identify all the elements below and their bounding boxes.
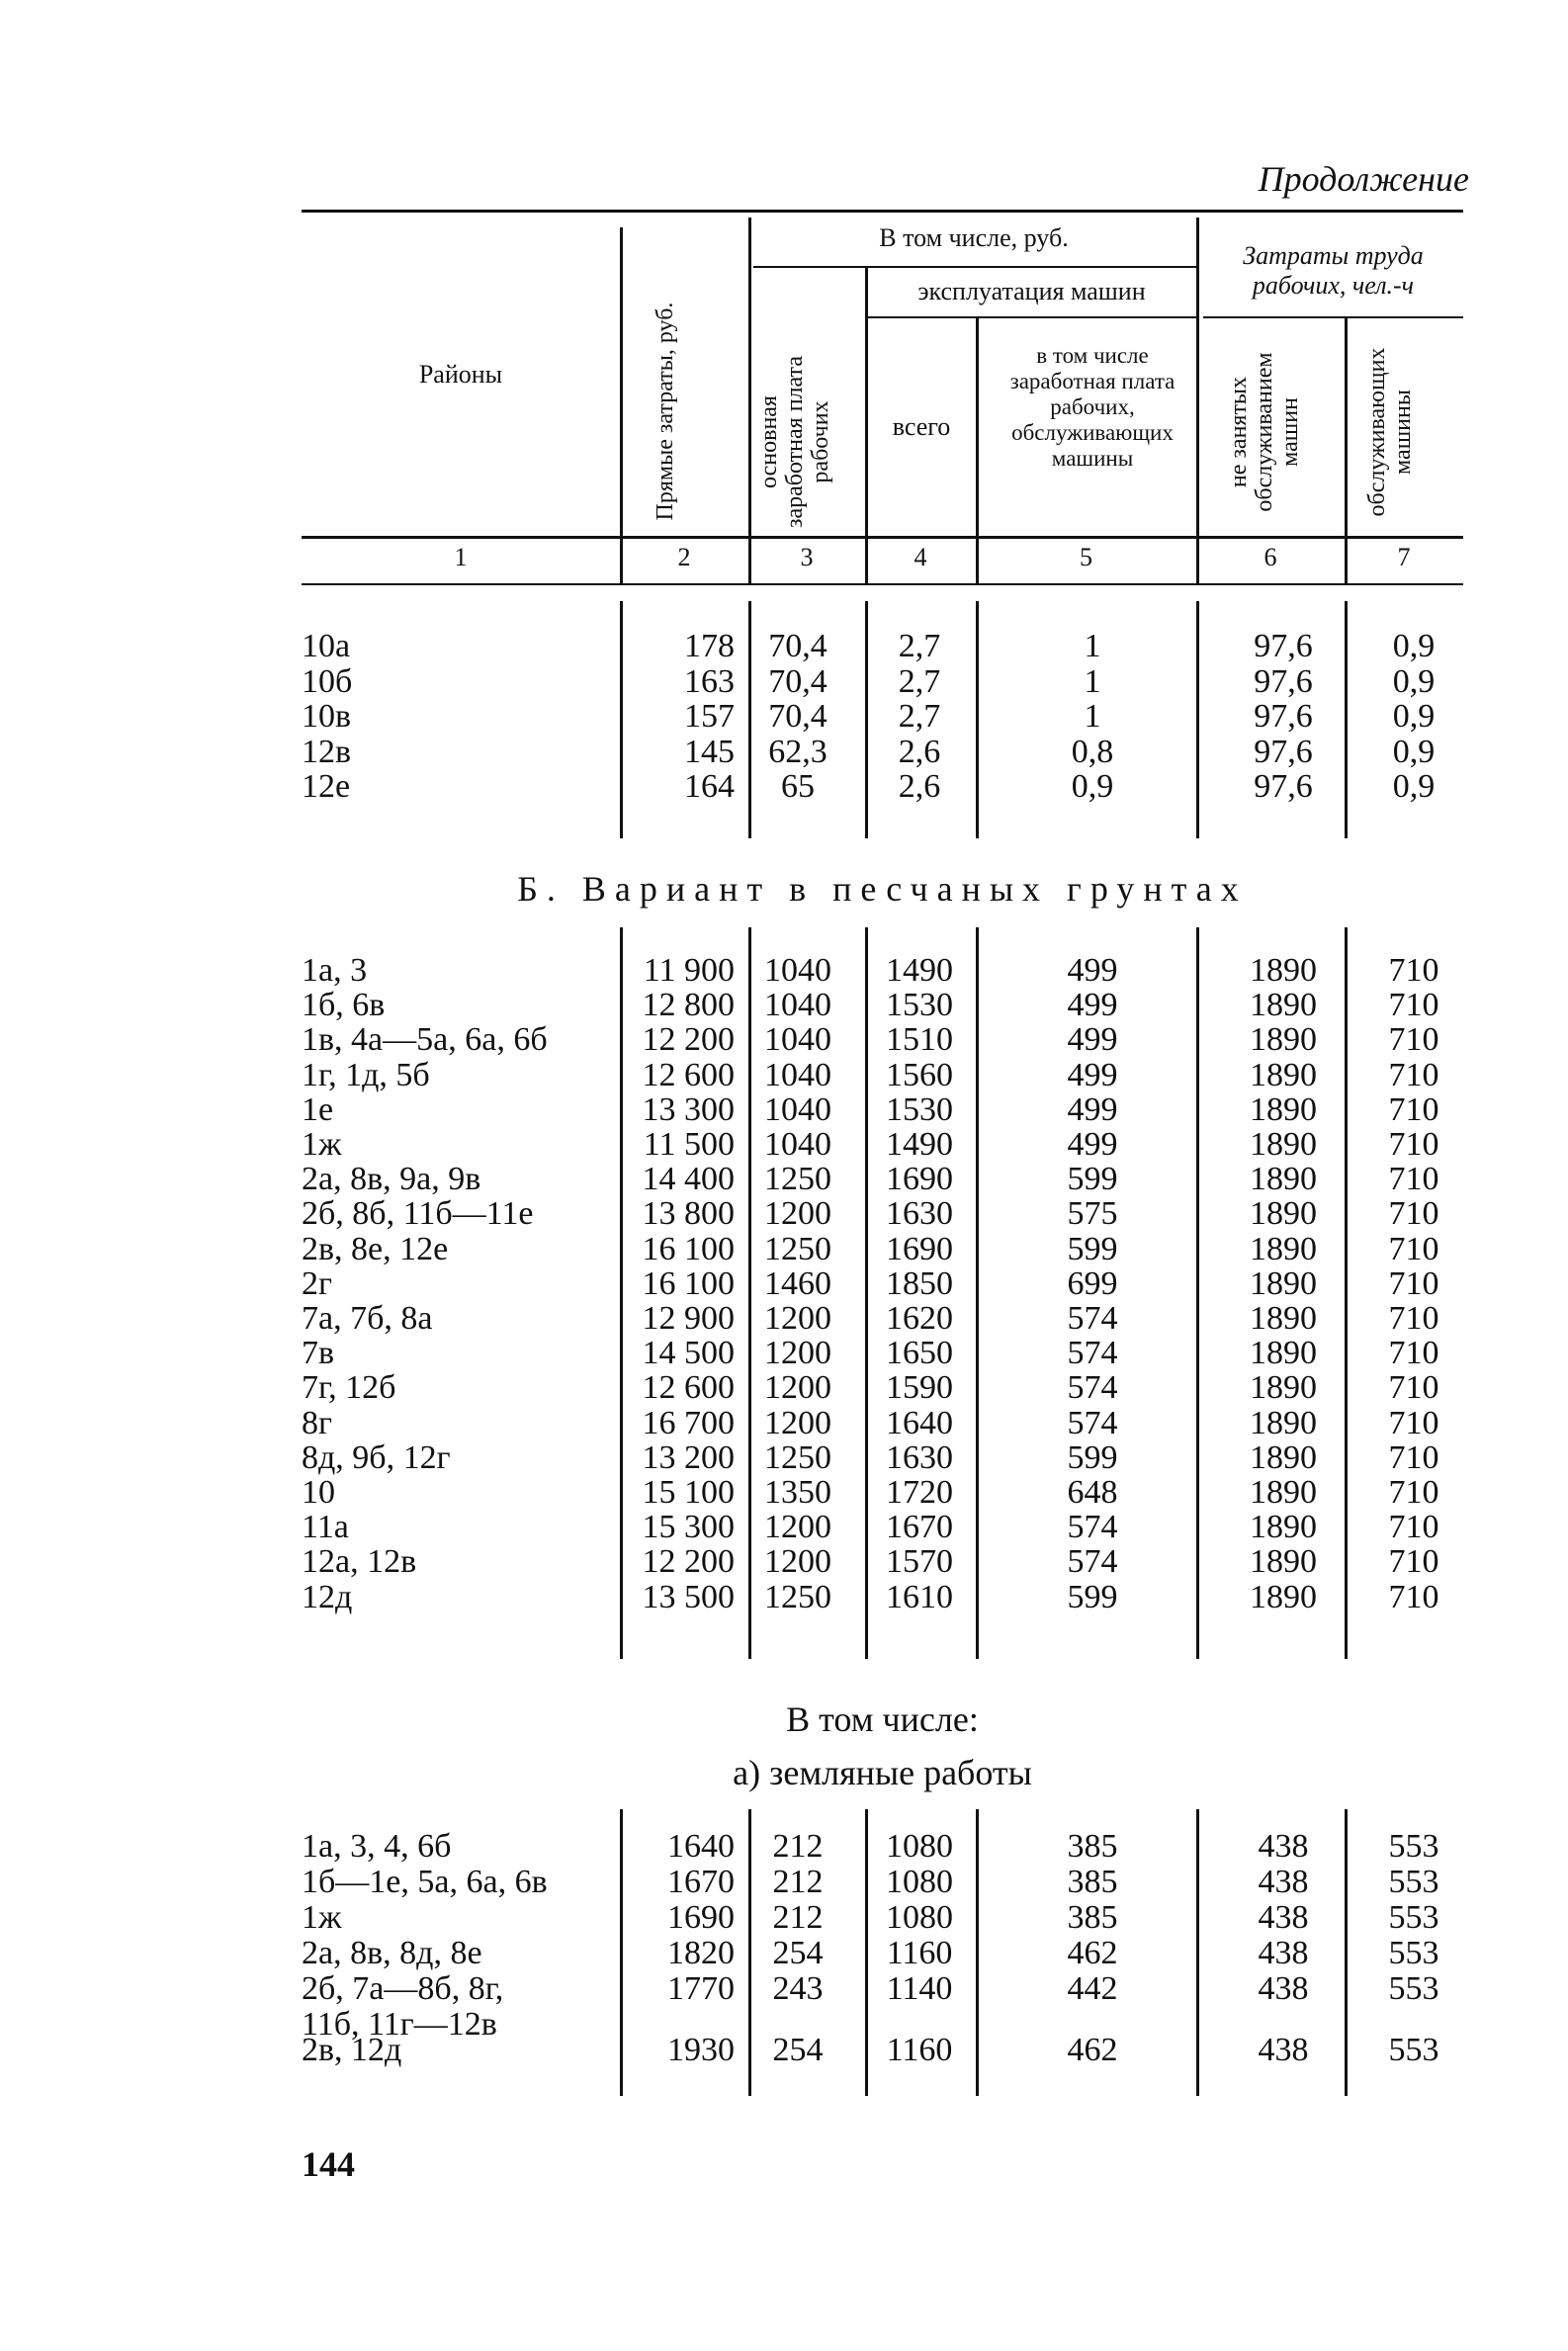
cell-col-2: 13 800 xyxy=(642,1195,735,1233)
cell-col-4: 1650 xyxy=(886,1335,953,1372)
cell-col-6: 1890 xyxy=(1250,1438,1317,1476)
cell-col-5: 574 xyxy=(1067,1509,1118,1546)
page-number: 144 xyxy=(302,2144,355,2184)
cell-col-7: 553 xyxy=(1388,1864,1439,1900)
cell-col-4: 1590 xyxy=(886,1369,953,1407)
cell-col-3: 1200 xyxy=(764,1404,831,1441)
cell-col-2: 12 200 xyxy=(642,1543,735,1581)
colnum-5: 5 xyxy=(1080,543,1092,571)
cell-col-3: 1350 xyxy=(764,1474,831,1511)
rule-cost-group xyxy=(753,266,1196,268)
cell-col-3: 254 xyxy=(772,2032,824,2068)
cell-col-5: 599 xyxy=(1067,1161,1118,1198)
cell-col-5: 574 xyxy=(1067,1543,1118,1581)
cell-col-4: 1690 xyxy=(886,1230,953,1267)
header-bottom-rule xyxy=(302,583,1463,585)
cell-col-3: 1200 xyxy=(764,1543,831,1581)
cell-col-2: 16 100 xyxy=(642,1264,735,1302)
cell-col-6: 438 xyxy=(1258,1864,1309,1900)
vsep-num-3 xyxy=(865,538,868,585)
cell-col-3: 65 xyxy=(781,768,815,805)
cell-col-6: 1890 xyxy=(1250,1056,1317,1093)
cell-col-1: 2а, 8в, 9а, 9в xyxy=(302,1161,481,1198)
cell-col-6: 1890 xyxy=(1250,1090,1317,1128)
cell-col-5: 499 xyxy=(1067,1090,1118,1128)
cell-col-1: 2б, 8б, 11б—11е xyxy=(302,1195,534,1233)
colnum-6: 6 xyxy=(1263,543,1277,571)
table-row xyxy=(302,1301,1463,1336)
cell-col-6: 1890 xyxy=(1250,1230,1317,1267)
header-machine-wages: в том числе заработная плата рабочих, обслуживающих машины xyxy=(1009,343,1176,471)
cell-col-4: 1490 xyxy=(886,1126,953,1163)
cell-col-2: 11 900 xyxy=(643,952,735,989)
cell-col-3: 212 xyxy=(772,1828,824,1865)
cell-col-4: 2,7 xyxy=(898,662,941,700)
cell-col-6: 1890 xyxy=(1250,1335,1317,1372)
cell-col-5: 574 xyxy=(1067,1300,1118,1337)
cell-col-4: 1510 xyxy=(886,1021,953,1059)
cell-col-7: 710 xyxy=(1388,1161,1439,1198)
header-base-wages: основная заработная плата рабочих xyxy=(756,356,833,528)
table-header xyxy=(302,210,1463,585)
cell-col-2: 14 500 xyxy=(642,1335,735,1372)
cell-col-4: 1080 xyxy=(886,1828,953,1865)
table-row xyxy=(302,1336,1463,1370)
cell-col-4: 1850 xyxy=(886,1264,953,1302)
table-row xyxy=(302,735,1463,769)
cell-col-6: 97,6 xyxy=(1254,662,1313,700)
cell-col-4: 1630 xyxy=(886,1438,953,1476)
cell-col-1: 8д, 9б, 12г xyxy=(302,1438,451,1476)
header-machines-group: эксплуатация машин xyxy=(917,277,1146,305)
cell-col-2: 12 900 xyxy=(642,1300,735,1337)
cell-col-1: 1в, 4а—5а, 6а, 6б xyxy=(302,1021,548,1059)
cell-col-7: 710 xyxy=(1388,1126,1439,1163)
cell-col-4: 1530 xyxy=(886,1090,953,1128)
cell-col-7: 0,9 xyxy=(1392,768,1436,805)
cell-col-7: 0,9 xyxy=(1392,698,1436,735)
cell-col-7: 710 xyxy=(1388,1195,1439,1233)
cell-col-1: 12в xyxy=(302,733,352,770)
cell-col-6: 1890 xyxy=(1250,1369,1317,1407)
cell-col-4: 1640 xyxy=(886,1404,953,1441)
cell-col-6: 438 xyxy=(1258,1899,1309,1936)
cell-col-2: 13 300 xyxy=(642,1090,735,1128)
cell-col-4: 1080 xyxy=(886,1864,953,1900)
cell-col-1: 7а, 7б, 8а xyxy=(302,1300,433,1337)
cell-col-5: 462 xyxy=(1067,1935,1118,1971)
cell-col-6: 1890 xyxy=(1250,1543,1317,1581)
table-row xyxy=(302,1865,1463,1899)
vsep-5 xyxy=(1196,218,1199,536)
cell-col-1: 1а, 3, 4, 6б xyxy=(302,1828,452,1865)
cell-col-7: 0,9 xyxy=(1392,662,1436,700)
cell-col-7: 710 xyxy=(1388,1543,1439,1581)
cell-col-4: 1560 xyxy=(886,1056,953,1093)
cell-col-1: 1ж xyxy=(302,1899,342,1936)
cell-col-5: 648 xyxy=(1067,1474,1118,1511)
cell-col-1: 1б, 6в xyxy=(302,987,386,1024)
cell-col-7: 710 xyxy=(1388,1090,1439,1128)
header-top-rule xyxy=(302,210,1463,213)
cell-col-1: 8г xyxy=(302,1404,332,1441)
table-row xyxy=(302,1370,1463,1405)
cell-col-6: 1890 xyxy=(1250,1195,1317,1233)
cell-col-6: 1890 xyxy=(1250,1126,1317,1163)
table-row xyxy=(302,988,1463,1022)
cell-col-3: 1040 xyxy=(764,987,831,1024)
cell-col-5: 499 xyxy=(1067,1126,1118,1163)
cell-col-4: 2,7 xyxy=(898,628,941,664)
cell-col-7: 710 xyxy=(1388,1438,1439,1476)
header-direct-costs: Прямые затраты, руб. xyxy=(653,302,678,521)
cell-col-5: 1 xyxy=(1084,698,1101,735)
cell-col-2: 145 xyxy=(684,733,735,770)
cell-col-2: 12 800 xyxy=(642,987,735,1024)
cell-col-2: 12 200 xyxy=(642,1021,735,1059)
table-row xyxy=(302,664,1463,699)
cell-col-7: 710 xyxy=(1388,1369,1439,1407)
cell-col-1: 7в xyxy=(302,1335,335,1372)
cell-col-7: 710 xyxy=(1388,1300,1439,1337)
cell-col-4: 1160 xyxy=(886,1935,953,1971)
cell-col-6: 438 xyxy=(1258,2032,1309,2068)
cell-col-4: 1160 xyxy=(886,2032,953,2068)
cell-col-6: 97,6 xyxy=(1254,698,1313,735)
table-row xyxy=(302,769,1463,804)
colnum-2: 2 xyxy=(677,543,691,571)
cell-col-6: 97,6 xyxy=(1254,628,1313,664)
cell-col-4: 1490 xyxy=(886,952,953,989)
table-row xyxy=(302,953,1463,988)
cell-col-7: 710 xyxy=(1388,1230,1439,1267)
cell-col-2: 16 700 xyxy=(642,1404,735,1441)
cell-col-1: 1ж xyxy=(302,1126,342,1163)
cell-col-2: 12 600 xyxy=(642,1056,735,1093)
cell-col-7: 710 xyxy=(1388,1335,1439,1372)
cell-col-6: 1890 xyxy=(1250,987,1317,1024)
cell-col-5: 574 xyxy=(1067,1335,1118,1372)
cell-col-3: 1200 xyxy=(764,1300,831,1337)
cell-col-3: 62,3 xyxy=(768,733,828,770)
cell-col-3: 1200 xyxy=(764,1335,831,1372)
cell-col-4: 2,6 xyxy=(898,733,941,770)
cell-col-2: 15 100 xyxy=(642,1474,735,1511)
cell-col-7: 710 xyxy=(1388,1021,1439,1059)
table-row xyxy=(302,1196,1463,1231)
cell-col-3: 212 xyxy=(772,1899,824,1936)
table-row xyxy=(302,2033,1463,2067)
cell-col-3: 1250 xyxy=(764,1161,831,1198)
header-districts: Районы xyxy=(418,360,503,389)
cell-col-7: 710 xyxy=(1388,1404,1439,1441)
cell-col-2: 12 600 xyxy=(642,1369,735,1407)
cell-col-5: 699 xyxy=(1067,1264,1118,1302)
section-b-title: Б. Вариант в песчаных грунтах xyxy=(517,869,1248,909)
cell-col-1: 12а, 12в xyxy=(302,1543,417,1581)
cell-col-4: 1570 xyxy=(886,1543,953,1581)
cell-col-3: 1040 xyxy=(764,1021,831,1059)
cell-col-7: 553 xyxy=(1388,1828,1439,1865)
table-row xyxy=(302,1580,1463,1614)
cell-col-3: 1200 xyxy=(764,1509,831,1546)
table-row xyxy=(302,1475,1463,1510)
cell-col-5: 499 xyxy=(1067,987,1118,1024)
header-not-machine-labor: не занятых обслуживанием машин xyxy=(1226,352,1303,512)
vsep-num-2 xyxy=(748,538,751,585)
cell-col-3: 1460 xyxy=(764,1264,831,1302)
cell-col-7: 710 xyxy=(1388,952,1439,989)
header-machine-labor: обслуживающих машины xyxy=(1364,347,1416,517)
cell-col-6: 1890 xyxy=(1250,1300,1317,1337)
cell-col-5: 499 xyxy=(1067,952,1118,989)
cell-col-2: 11 500 xyxy=(643,1126,735,1163)
cell-col-6: 438 xyxy=(1258,1828,1309,1865)
vsep-6 xyxy=(1345,318,1348,536)
table-row xyxy=(302,1406,1463,1440)
table-row xyxy=(302,1232,1463,1266)
cell-col-6: 1890 xyxy=(1250,1161,1317,1198)
cell-col-1: 10б xyxy=(302,662,353,700)
cell-col-4: 1620 xyxy=(886,1300,953,1337)
cell-col-7: 0,9 xyxy=(1392,733,1436,770)
table-b xyxy=(302,927,1463,1659)
cell-col-3: 1200 xyxy=(764,1369,831,1407)
cell-col-2: 1690 xyxy=(667,1899,735,1936)
vsep-4 xyxy=(976,318,979,536)
cell-col-6: 1890 xyxy=(1250,1021,1317,1059)
cell-col-5: 462 xyxy=(1067,2032,1118,2068)
cell-col-4: 2,6 xyxy=(898,768,941,805)
cell-col-6: 1890 xyxy=(1250,1509,1317,1546)
cell-col-5: 0,8 xyxy=(1071,733,1114,770)
table-c xyxy=(302,1809,1463,2096)
cell-col-5: 574 xyxy=(1067,1404,1118,1441)
cell-col-2: 14 400 xyxy=(642,1161,735,1198)
table-a xyxy=(302,601,1463,838)
table-row xyxy=(302,699,1463,734)
cell-col-1: 1б—1е, 5а, 6а, 6в xyxy=(302,1864,548,1900)
including-title: В том числе: xyxy=(786,1699,979,1739)
cell-col-6: 1890 xyxy=(1250,1264,1317,1302)
cell-col-1: 10 xyxy=(302,1474,335,1511)
table-row xyxy=(302,1900,1463,1935)
vsep-num-1 xyxy=(620,538,623,585)
cell-col-3: 1200 xyxy=(764,1195,831,1233)
cell-col-3: 1040 xyxy=(764,1090,831,1128)
cell-col-3: 70,4 xyxy=(768,698,828,735)
cell-col-5: 385 xyxy=(1067,1899,1118,1936)
cell-col-6: 97,6 xyxy=(1254,733,1313,770)
cell-col-1: 1а, 3 xyxy=(302,952,368,989)
cell-col-6: 1890 xyxy=(1250,1474,1317,1511)
cell-col-5: 385 xyxy=(1067,1864,1118,1900)
cell-col-7: 710 xyxy=(1388,1509,1439,1546)
table-row xyxy=(302,1127,1463,1162)
cell-col-3: 1040 xyxy=(764,1126,831,1163)
cell-col-3: 1040 xyxy=(764,1056,831,1093)
cell-col-6: 1890 xyxy=(1250,952,1317,989)
cell-col-7: 710 xyxy=(1388,1578,1439,1615)
cell-col-2: 16 100 xyxy=(642,1230,735,1267)
cell-col-1: 12е xyxy=(302,768,351,805)
cell-col-5: 599 xyxy=(1067,1230,1118,1267)
table-row xyxy=(302,1971,1463,2006)
cell-col-3: 70,4 xyxy=(768,628,828,664)
cell-col-3: 1250 xyxy=(764,1438,831,1476)
cell-col-1: 10а xyxy=(302,628,351,664)
cell-col-3: 1250 xyxy=(764,1230,831,1267)
cell-col-6: 97,6 xyxy=(1254,768,1313,805)
colnum-1: 1 xyxy=(454,543,468,571)
table-row xyxy=(302,1162,1463,1196)
cell-col-6: 1890 xyxy=(1250,1404,1317,1441)
table-row xyxy=(302,629,1463,663)
table-row xyxy=(302,1544,1463,1579)
cell-col-1: 2а, 8в, 8д, 8е xyxy=(302,1935,482,1971)
cell-col-1: 10в xyxy=(302,698,352,735)
earthworks-title: а) земляные работы xyxy=(733,1753,1032,1792)
table-row xyxy=(302,1936,1463,1970)
cell-col-7: 710 xyxy=(1388,1264,1439,1302)
cell-col-5: 575 xyxy=(1067,1195,1118,1233)
table-row xyxy=(302,1092,1463,1127)
header-cost-group: В том числе, руб. xyxy=(879,223,1069,252)
cell-col-7: 553 xyxy=(1388,1935,1439,1971)
cell-col-1: 12д xyxy=(302,1578,353,1615)
cell-col-5: 1 xyxy=(1084,662,1101,700)
cell-col-4: 2,7 xyxy=(898,698,941,735)
cell-col-7: 553 xyxy=(1388,2032,1439,2068)
cell-col-7: 710 xyxy=(1388,1474,1439,1511)
table-row xyxy=(302,1440,1463,1475)
cell-col-5: 1 xyxy=(1084,628,1101,664)
cell-col-3: 1040 xyxy=(764,952,831,989)
cell-col-6: 438 xyxy=(1258,1935,1309,1971)
cell-col-2: 13 200 xyxy=(642,1438,735,1476)
cell-col-1: 1е xyxy=(302,1090,334,1128)
colnum-3: 3 xyxy=(800,543,814,571)
cell-col-7: 710 xyxy=(1388,987,1439,1024)
cell-col-4: 1690 xyxy=(886,1161,953,1198)
cell-col-4: 1720 xyxy=(886,1474,953,1511)
cell-col-1: 11а xyxy=(302,1509,349,1546)
cell-col-2: 1930 xyxy=(667,2032,735,2068)
vsep-num-5 xyxy=(1196,538,1199,585)
cell-col-5: 599 xyxy=(1067,1438,1118,1476)
cell-col-3: 212 xyxy=(772,1864,824,1900)
cell-col-1: 1г, 1д, 5б xyxy=(302,1056,430,1093)
cell-col-4: 1530 xyxy=(886,987,953,1024)
vsep-num-6 xyxy=(1345,538,1348,585)
header-total: всего xyxy=(892,412,951,441)
cell-col-1: 2в, 8е, 12е xyxy=(302,1230,449,1267)
cell-col-2: 1640 xyxy=(667,1828,735,1865)
colnum-4: 4 xyxy=(914,543,927,571)
cell-col-7: 710 xyxy=(1388,1056,1439,1093)
header-labor-group: Затраты труда рабочих, чел.-ч xyxy=(1243,241,1424,300)
cell-col-2: 1670 xyxy=(667,1864,735,1900)
cell-col-7: 553 xyxy=(1388,1970,1439,2007)
table-row xyxy=(302,1829,1463,1864)
rule-labor-group xyxy=(1203,316,1463,318)
vsep-1 xyxy=(620,227,623,536)
colnum-7: 7 xyxy=(1397,543,1411,571)
cell-col-3: 70,4 xyxy=(768,662,828,700)
cell-col-5: 574 xyxy=(1067,1369,1118,1407)
table-row xyxy=(302,1510,1463,1544)
cell-col-3: 1250 xyxy=(764,1578,831,1615)
table-row xyxy=(302,1058,1463,1092)
table-row xyxy=(302,1022,1463,1057)
cell-col-7: 0,9 xyxy=(1392,628,1436,664)
cell-col-5: 499 xyxy=(1067,1021,1118,1059)
cell-col-5: 442 xyxy=(1067,1970,1118,2007)
cell-col-4: 1610 xyxy=(886,1578,953,1615)
cell-col-4: 1670 xyxy=(886,1509,953,1546)
cell-col-7: 553 xyxy=(1388,1899,1439,1936)
cell-col-1: 7г, 12б xyxy=(302,1369,396,1407)
cell-col-6: 438 xyxy=(1258,1970,1309,2007)
cell-col-6: 1890 xyxy=(1250,1578,1317,1615)
cell-col-5: 499 xyxy=(1067,1056,1118,1093)
cell-col-2: 1770 xyxy=(667,1970,735,2007)
cell-col-5: 385 xyxy=(1067,1828,1118,1865)
cell-col-5: 599 xyxy=(1067,1578,1118,1615)
cell-col-2: 157 xyxy=(684,698,735,735)
cell-col-1: 2в, 12д xyxy=(302,2032,402,2068)
cell-col-2: 13 500 xyxy=(642,1578,735,1615)
cell-col-4: 1080 xyxy=(886,1899,953,1936)
table-row xyxy=(302,1266,1463,1301)
cell-col-3: 243 xyxy=(772,1970,824,2007)
cell-col-2: 163 xyxy=(684,662,735,700)
cell-col-3: 254 xyxy=(772,1935,824,1971)
cell-col-1: 2г xyxy=(302,1264,332,1302)
cell-col-2: 15 300 xyxy=(642,1509,735,1546)
cell-col-2: 164 xyxy=(684,768,735,805)
rule-machines-group xyxy=(865,316,1196,318)
cell-col-4: 1630 xyxy=(886,1195,953,1233)
cell-col-4: 1140 xyxy=(886,1970,953,2007)
vsep-3 xyxy=(865,268,868,536)
cell-col-5: 0,9 xyxy=(1071,768,1114,805)
header-mid-rule xyxy=(302,536,1463,539)
cell-col-1: 11б, 11г—12в xyxy=(302,2006,497,2043)
cell-col-2: 178 xyxy=(684,628,735,664)
vsep-2 xyxy=(748,218,751,536)
cell-col-2: 1820 xyxy=(667,1935,735,1971)
vsep-num-4 xyxy=(976,538,979,585)
continuation-label: Продолжение xyxy=(1258,159,1469,199)
cell-col-1: 2б, 7а—8б, 8г, xyxy=(302,1970,504,2007)
